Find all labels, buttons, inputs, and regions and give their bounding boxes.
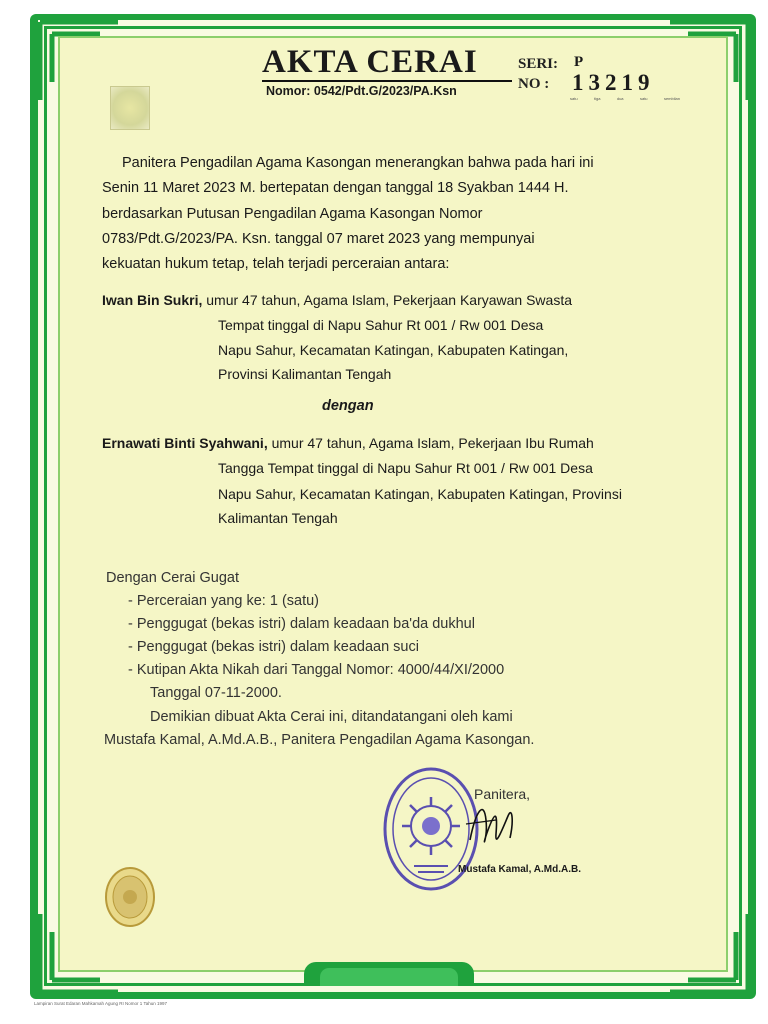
digit-word: satu (639, 96, 648, 101)
closing-statement: Demikian dibuat Akta Cerai ini, ditandatangani oleh kami Mustafa Kamal, A.Md.A.B., Panitera Pengadilan Agama Kasongan. (104, 709, 535, 748)
seri-value: P (574, 54, 584, 70)
divorce-details (106, 567, 504, 705)
details-tanggal: Tanggal 07-11-2000. (150, 685, 282, 701)
party1-first-line (102, 290, 572, 311)
intro-line-2: Senin 11 Maret 2023 M. bertepatan dengan tanggal 18 Syakban 1444 H. (102, 180, 569, 196)
signer-role: Panitera, (474, 786, 531, 802)
details-item: - Penggugat (bekas istri) dalam keadaan suci (128, 639, 419, 655)
details-item: - Penggugat (bekas istri) dalam keadaan ba'da dukhul (128, 616, 475, 632)
intro-line-3: berdasarkan Putusan Pengadilan Agama Kasongan Nomor (102, 206, 483, 222)
signature-icon (462, 790, 522, 860)
seri-labels (518, 54, 558, 94)
details-item: - Perceraian yang ke: 1 (satu) (128, 593, 320, 609)
emblem-icon (110, 86, 150, 130)
seri-label: SERI: (518, 56, 559, 72)
party1-line: Provinsi Kalimantan Tengah (218, 366, 392, 382)
party1-line: Tempat tinggal di Napu Sahur Rt 001 / Rw 001 Desa (218, 317, 544, 333)
signer-name: Mustafa Kamal, A.Md.A.B. (458, 864, 581, 875)
party2-first-line (102, 433, 594, 454)
document-title: AKTA CERAI (262, 44, 478, 80)
digit-word: tiga (593, 96, 601, 101)
digit-word: satu (570, 96, 578, 101)
party2-details: umur 47 tahun, Agama Islam, Pekerjaan Ibu Rumah (271, 435, 594, 451)
serial-number: 13219 (572, 70, 655, 95)
document-number: Nomor: 0542/Pdt.G/2023/PA.Ksn (266, 84, 457, 98)
details-heading: Dengan Cerai Gugat (106, 570, 239, 586)
bottom-tab-inner (320, 968, 458, 986)
digit-word: sembilan (663, 96, 680, 101)
no-label: NO : (518, 76, 550, 92)
dengan-connector: dengan (322, 398, 374, 414)
title-underline (262, 80, 512, 82)
footer-note: Lampiran Surat Edaran Mahkamah Agung RI Nomor 1 Tahun 1997 (34, 1001, 167, 1006)
party2-name: Ernawati Binti Syahwani, (102, 435, 268, 451)
party2-line: Tangga Tempat tinggal di Napu Sahur Rt 001 / Rw 001 Desa (218, 460, 593, 476)
intro-line-4: 0783/Pdt.G/2023/PA. Ksn. tanggal 07 maret 2023 yang mempunyai (102, 231, 535, 247)
details-item: - Kutipan Akta Nikah dari Tanggal Nomor: 4000/44/XI/2000 (128, 662, 505, 678)
party1-line: Napu Sahur, Kecamatan Katingan, Kabupaten Katingan, (218, 342, 569, 358)
party1-name: Iwan Bin Sukri, (102, 292, 203, 308)
serial-digit-words (570, 96, 680, 101)
intro-line-5: kekuatan hukum tetap, telah terjadi perceraian antara: (102, 256, 450, 272)
gold-seal-icon (104, 866, 156, 928)
intro-line-1: Panitera Pengadilan Agama Kasongan menerangkan bahwa pada hari ini (122, 155, 594, 171)
party2-line: Kalimantan Tengah (218, 510, 338, 526)
party2-line: Napu Sahur, Kecamatan Katingan, Kabupaten Katingan, Provinsi (218, 486, 622, 502)
digit-word: dua (616, 96, 624, 101)
party1-details: umur 47 tahun, Agama Islam, Pekerjaan Karyawan Swasta (206, 292, 572, 308)
